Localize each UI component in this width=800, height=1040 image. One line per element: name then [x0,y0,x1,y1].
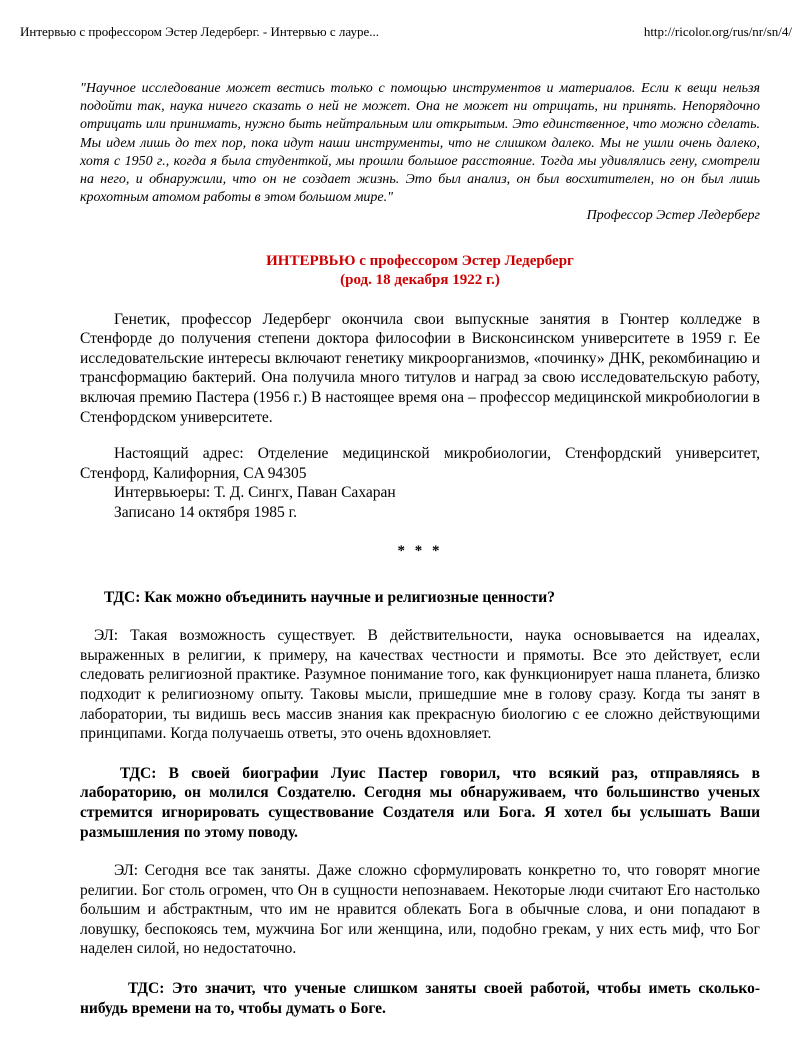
question-2: ТДС: В своей биографии Луис Пастер говорил, что всякий раз, отправляясь в лабораторию, он молился Создателю. Сегодня мы обнаруживаем, что большинство ученых стремится игнорировать существование Создателя или Бога. Я хотел бы услышать Ваши размышления по этому поводу. [80,764,760,841]
intro-paragraph: Генетик, профессор Ледерберг окончила свои выпускные занятия в Гюнтер колледже в Стенфорде до получения степени доктора философии в Висконсинском университете в 1959 г. Ее исследовательские интересы включают генетику микроорганизмов, «починку» ДНК, рекомбинацию и трансформацию бактерий. Она получила много титулов и наград за свою исследовательскую работу, включая премию Пастера (1956 г.) В настоящее время она – профессор медицинской микробиологии в Стенфордском университете. [80,310,760,426]
title-line-2: (род. 18 декабря 1922 г.) [340,271,500,288]
question-3: ТДС: Это значит, что ученые слишком заняты своей работой, чтобы иметь сколько-нибудь времени на то, чтобы думать о Боге. [80,980,760,1017]
epigraph-author: Профессор Эстер Ледерберг [586,208,760,224]
answer-2: ЭЛ: Сегодня все так заняты. Даже сложно сформулировать конкретно то, что говорят многие религии. Бог столь огромен, что Он в сущности непознаваем. Некоторые люди считают Его настолько большим и абстрактным, что им не нравится облекать Бога в обычные слова, и они попадают в ловушку, беспокоясь тем, мужчина Бог или женщина, или, подобно грекам, у них есть миф, что Бог наделен силой, но недостаточно. [80,862,760,958]
interview-title [80,252,760,290]
recorded-date-line: Записано 14 октября 1985 г. [114,503,298,521]
address-paragraph: Настоящий адрес: Отделение медицинской микробиологии, Стенфордский университет, Стенфорд, Калифорния, CA 94305 [80,445,760,482]
section-separator: * * * [397,542,443,559]
epigraph-quote: "Научное исследование может вестись только с помощью инструментов и материалов. Если к вещи нельзя подойти так, наука ничего сказать о ней не может. Она не может ни отрицать, ни принять. Непорядочно отрицать или принимать, нужно быть нейтральным или открытым. Это единственное, что можно сделать. Мы идем лишь до тех пор, пока идут наши инструменты, что не слишком далеко. Мы не ушли очень далеко, хотя с 1950 г., когда я была студенткой, мы прошли большое расстояние. Тогда мы удивлялись гену, смотрели на него, и обнаружили, что он не создает жизнь. Это был анализ, он был восхитителен, но он был лишь крохотным атомом работы в этом большом мире." [80,81,760,206]
question-1: ТДС: Как можно объединить научные и религиозные ценности? [104,588,555,606]
answer-1: ЭЛ: Такая возможность существует. В действительности, наука основывается на идеалах, выраженных в религии, к примеру, на качествах честности и прямоты. Все это действует, если следовать религиозной практике. Разумное понимание того, как функционирует наша планета, близко подходит к религиозному опыту. Таковы мысли, пришедшие мне в голову сразу. Когда ты занят в лаборатории, ты видишь весь массив знания как прекрасную биологию с ее сложно действующими принципами. Когда получаешь ответы, это очень вдохновляет. [80,627,760,743]
print-header [20,24,792,44]
document-body [80,80,760,1018]
page-title-header: Интервью с профессором Эстер Ледерберг. - Интервью с лауре... [20,24,379,39]
interviewers-line: Интервьюеры: Т. Д. Сингх, Паван Сахаран [114,484,396,502]
title-line-1: ИНТЕРВЬЮ с профессором Эстер Ледерберг [266,252,574,269]
page-url: http://ricolor.org/rus/nr/sn/4/ [643,24,792,39]
